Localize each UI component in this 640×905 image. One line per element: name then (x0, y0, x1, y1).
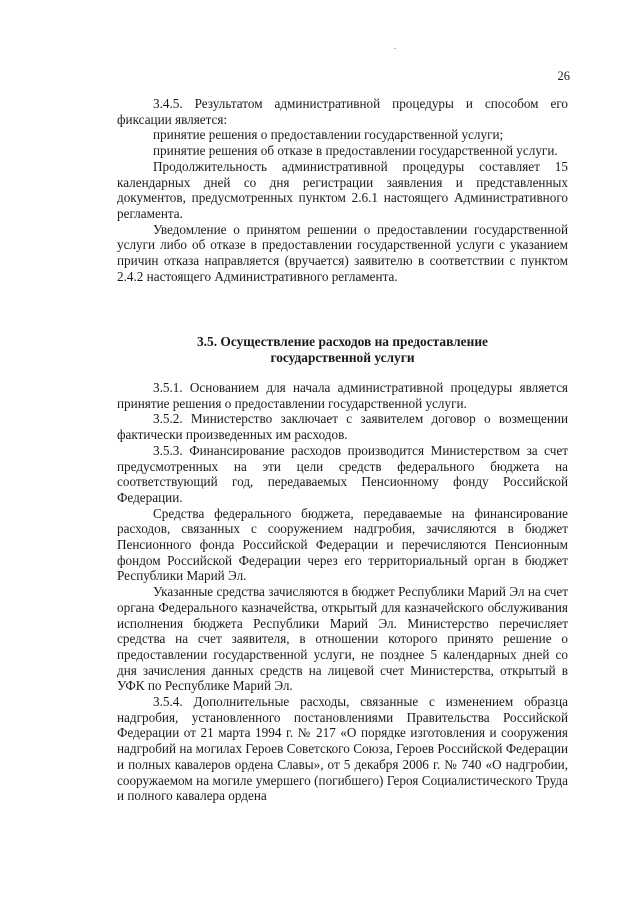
paragraph: принятие решения о предоставлении государственной услуги; (153, 127, 504, 143)
paragraph: Средства федерального бюджета, передаваемые на финансирование расходов, связанных с сооружением надгробия, зачисляются в бюджет Пенсионного фонда Российской Федерации и перечисляются Пенсионным фондом Российской Федерации через его территориальный орган в бюджет Республики Марий Эл. (117, 505, 568, 584)
page-number: 26 (557, 69, 570, 83)
section-3-4-5 (117, 96, 568, 284)
paragraph: 3.5.1. Основанием для начала административной процедуры является принятие решения о предоставлении государственной услуги. (117, 380, 568, 411)
paragraph: Уведомление о принятом решении о предоставлении государственной услуги либо об отказе в предоставлении государственной услуги с указанием причин отказа направляется (вручается) заявителю в соответствии с пунктом 2.4.2 настоящего Административного регламента. (117, 221, 568, 284)
paragraph: Продолжительность административной процедуры составляет 15 календарных дней со дня регистрации заявления и представленных документов, предусмотренных пунктом 2.6.1 настоящего Административного регламента. (117, 158, 568, 221)
heading-line-1: 3.5. Осуществление расходов на предоставление (196, 334, 489, 349)
section-heading-3-5 (117, 334, 568, 366)
scan-artifact (394, 48, 396, 49)
heading-line-2: государственной услуги (270, 350, 415, 365)
section-3-5-1 (117, 380, 568, 804)
paragraph: Указанные средства зачисляются в бюджет Республики Марий Эл на счет органа Федерального казначейства, открытый для казначейского обслуживания исполнения бюджета Республики Марий Эл. Министерство перечисляет средства на счет заявителя, в отношении которого принято решение о предоставлении государственной услуги, не позднее 5 календарных дней со дня зачисления данных средств на лицевой счет Министерства, открытый в УФК по Республике Марий Эл. (117, 584, 568, 694)
paragraph: принятие решения об отказе в предоставлении государственной услуги. (153, 143, 558, 159)
paragraph: 3.5.4. Дополнительные расходы, связанные с изменением образца надгробия, установленного постановлениями Правительства Российской Федерации от 21 марта 1994 г. № 217 «О порядке изготовления и сооружения надгробий на могилах Героев Советского Союза, Героев Российской Федерации и полных кавалеров ордена Славы», от 5 декабря 2006 г. № 740 «О надгробии, сооружаемом на могиле умершего (погибшего) Героя Социалистического Труда и полного кавалера ордена (117, 694, 568, 804)
paragraph: 3.5.2. Министерство заключает с заявителем договор о возмещении фактически произведенных им расходов. (117, 411, 568, 443)
paragraph: 3.5.3. Финансирование расходов производится Министерством за счет предусмотренных на эти цели средств федерального бюджета на соответствующий год, передаваемых Пенсионному фонду Российской Федерации. (117, 442, 568, 505)
paragraph: 3.4.5. Результатом административной процедуры и способом его фиксации является: (117, 96, 568, 127)
